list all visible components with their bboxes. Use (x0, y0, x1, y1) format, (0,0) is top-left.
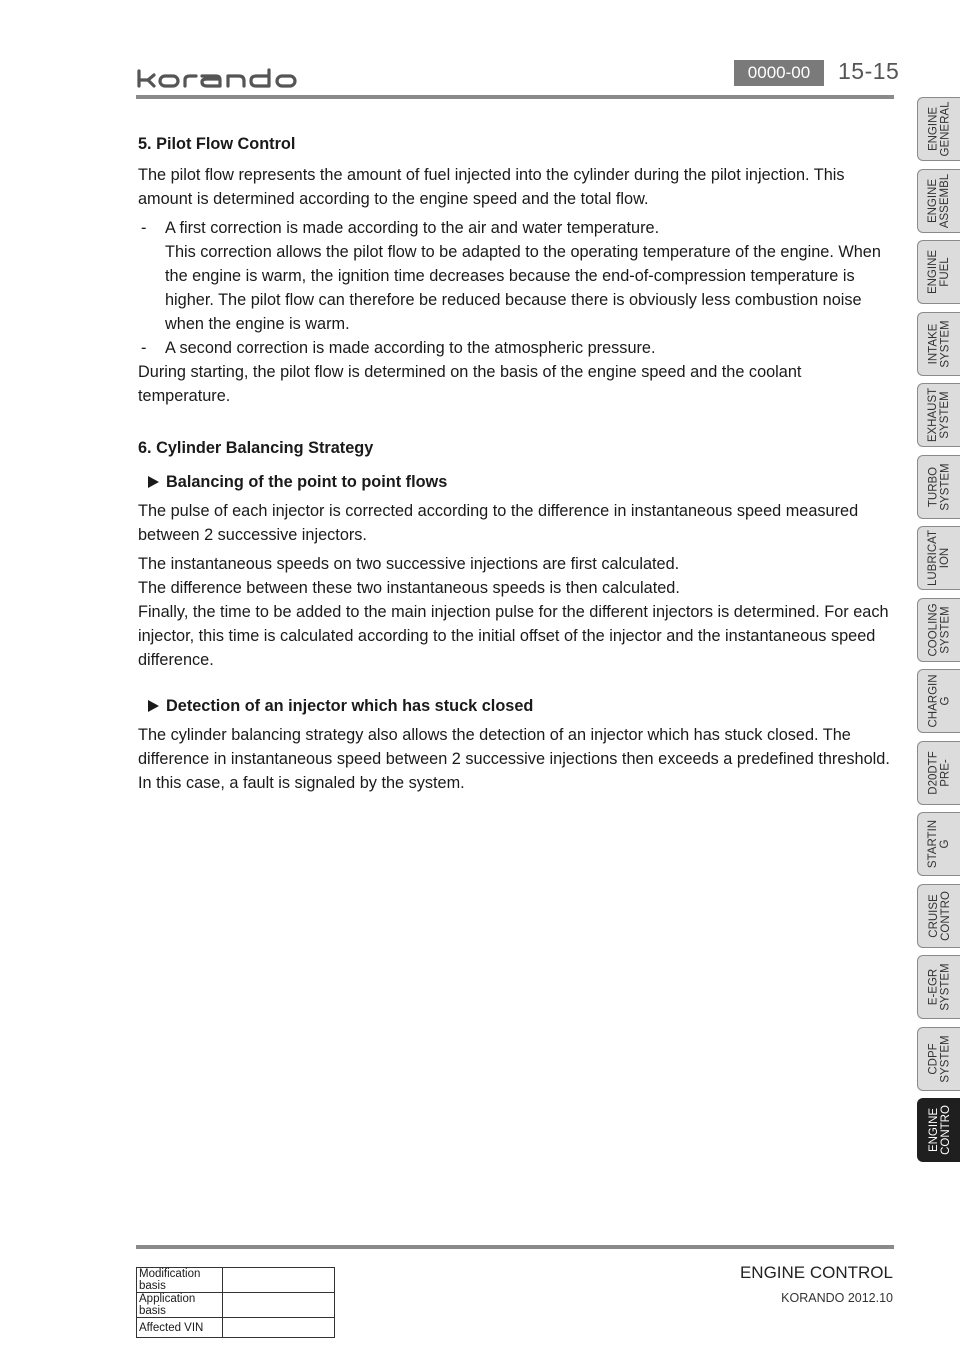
bullet-detail: This correction allows the pilot flow to be adapted to the operating temperature of the engine. When the engine is warm, the ignition time decreases because the end-of-compression temperature is higher. The pilot flow can therefore be reduced because there is obviously less combustion noise when the engine is warm. (165, 243, 881, 333)
chapter-tab[interactable] (917, 741, 960, 805)
balancing-paragraph-2-line-3: Finally, the time to be added to the main injection pulse for the different injectors is determined. For each injector, this time is calculated according to the initial offset of the injector and the instantaneous speed difference. (138, 603, 889, 669)
table-value (223, 1268, 335, 1293)
chapter-tab[interactable] (917, 955, 960, 1019)
subsection-title: Balancing of the point to point flows (166, 473, 448, 491)
section-6-title: 6. Cylinder Balancing Strategy (138, 439, 374, 457)
chapter-tab[interactable] (917, 312, 960, 376)
bullet-text: A second correction is made according to the atmospheric pressure. (165, 339, 656, 357)
chapter-tab[interactable] (917, 812, 960, 876)
bullet-item (138, 336, 894, 360)
chapter-tab-label: ENGINE CONTRO (927, 1105, 952, 1155)
subsection-detection (138, 694, 894, 718)
chapter-tab[interactable] (917, 97, 960, 161)
detection-paragraph: The cylinder balancing strategy also allows the detection of an injector which has stuck closed. The difference in instantaneous speed between 2 successive injections then exceeds a predefined threshold. In this case, a fault is signaled by the system. (138, 726, 890, 792)
chapter-tab[interactable] (917, 1027, 960, 1091)
bullet-text: A first correction is made according to the air and water temperature. (165, 219, 660, 237)
balancing-paragraph-2-line-2: The difference between these two instantaneous speeds is then calculated. (138, 579, 680, 597)
chapter-tab-label: EXHAUST SYSTEM (927, 387, 952, 443)
section-5-closing: During starting, the pilot flow is determined on the basis of the engine speed and the coolant temperature. (138, 363, 802, 405)
table-value (223, 1318, 335, 1338)
page-number: 15-15 (838, 58, 900, 84)
chapter-tab[interactable] (917, 598, 960, 662)
chapter-tab[interactable] (917, 884, 960, 948)
chapter-tab[interactable] (917, 526, 960, 590)
chapter-tab-label: STARTIN G (927, 819, 952, 869)
table-row (137, 1318, 335, 1338)
chapter-tab-label: CHARGIN G (927, 674, 952, 728)
table-label: Application basis (137, 1293, 223, 1318)
chapter-tab-label: D20DTF PRE- (927, 750, 952, 795)
chapter-tab-label: TURBO SYSTEM (927, 462, 952, 511)
footer-rule (136, 1245, 894, 1249)
chapter-tab-label: E-EGR SYSTEM (927, 963, 952, 1011)
header-rule (136, 95, 894, 99)
table-row (137, 1268, 335, 1293)
bullet-dash: - (141, 219, 147, 237)
balancing-paragraph-2-line-1: The instantaneous speeds on two successive injections are first calculated. (138, 555, 680, 573)
table-label: Modification basis (137, 1268, 223, 1293)
section-5-intro: The pilot flow represents the amount of fuel injected into the cylinder during the pilot injection. This amount is determined according to the engine speed and the total flow. (138, 166, 845, 208)
chapter-tab[interactable] (917, 383, 960, 447)
bullet-item (138, 216, 894, 336)
chapter-tab-label: ENGINE GENERAL (927, 101, 952, 157)
chapter-tab-label: INTAKE SYSTEM (927, 319, 952, 368)
footer-title: ENGINE CONTROL (739, 1263, 893, 1282)
footer-subtitle: KORANDO 2012.10 (781, 1291, 893, 1305)
section-5-title: 5. Pilot Flow Control (138, 135, 296, 153)
chapter-tab[interactable] (917, 669, 960, 733)
chapter-tab-label: LUBRICAT ION (927, 529, 952, 587)
korando-logo (136, 66, 316, 90)
bullet-dash: - (141, 339, 147, 357)
chapter-tab[interactable] (917, 1098, 960, 1162)
chapter-tab-label: COOLING SYSTEM (927, 602, 952, 657)
table-value (223, 1293, 335, 1318)
chapter-tab[interactable] (917, 169, 960, 233)
chapter-tab-label: CDPF SYSTEM (927, 1034, 952, 1083)
table-row (137, 1293, 335, 1318)
chapter-tab-label: CRUISE CONTRO (927, 890, 952, 941)
subsection-title: Detection of an injector which has stuck closed (166, 697, 534, 715)
chapter-tab-label: ENGINE ASSEMBL (927, 173, 952, 228)
chapter-tab[interactable] (917, 455, 960, 519)
balancing-paragraph-1: The pulse of each injector is corrected according to the difference in instantaneous speed measured between 2 successive injectors. (138, 502, 859, 544)
triangle-bullet-icon (148, 476, 159, 488)
triangle-bullet-icon (148, 700, 159, 712)
chapter-tab-label: ENGINE FUEL (927, 249, 952, 295)
subsection-balancing (138, 470, 894, 494)
main-content (138, 132, 894, 795)
modification-table (136, 1267, 335, 1338)
code-badge: 0000-00 (734, 60, 824, 86)
table-label: Affected VIN (137, 1318, 223, 1338)
chapter-tab[interactable] (917, 240, 960, 304)
